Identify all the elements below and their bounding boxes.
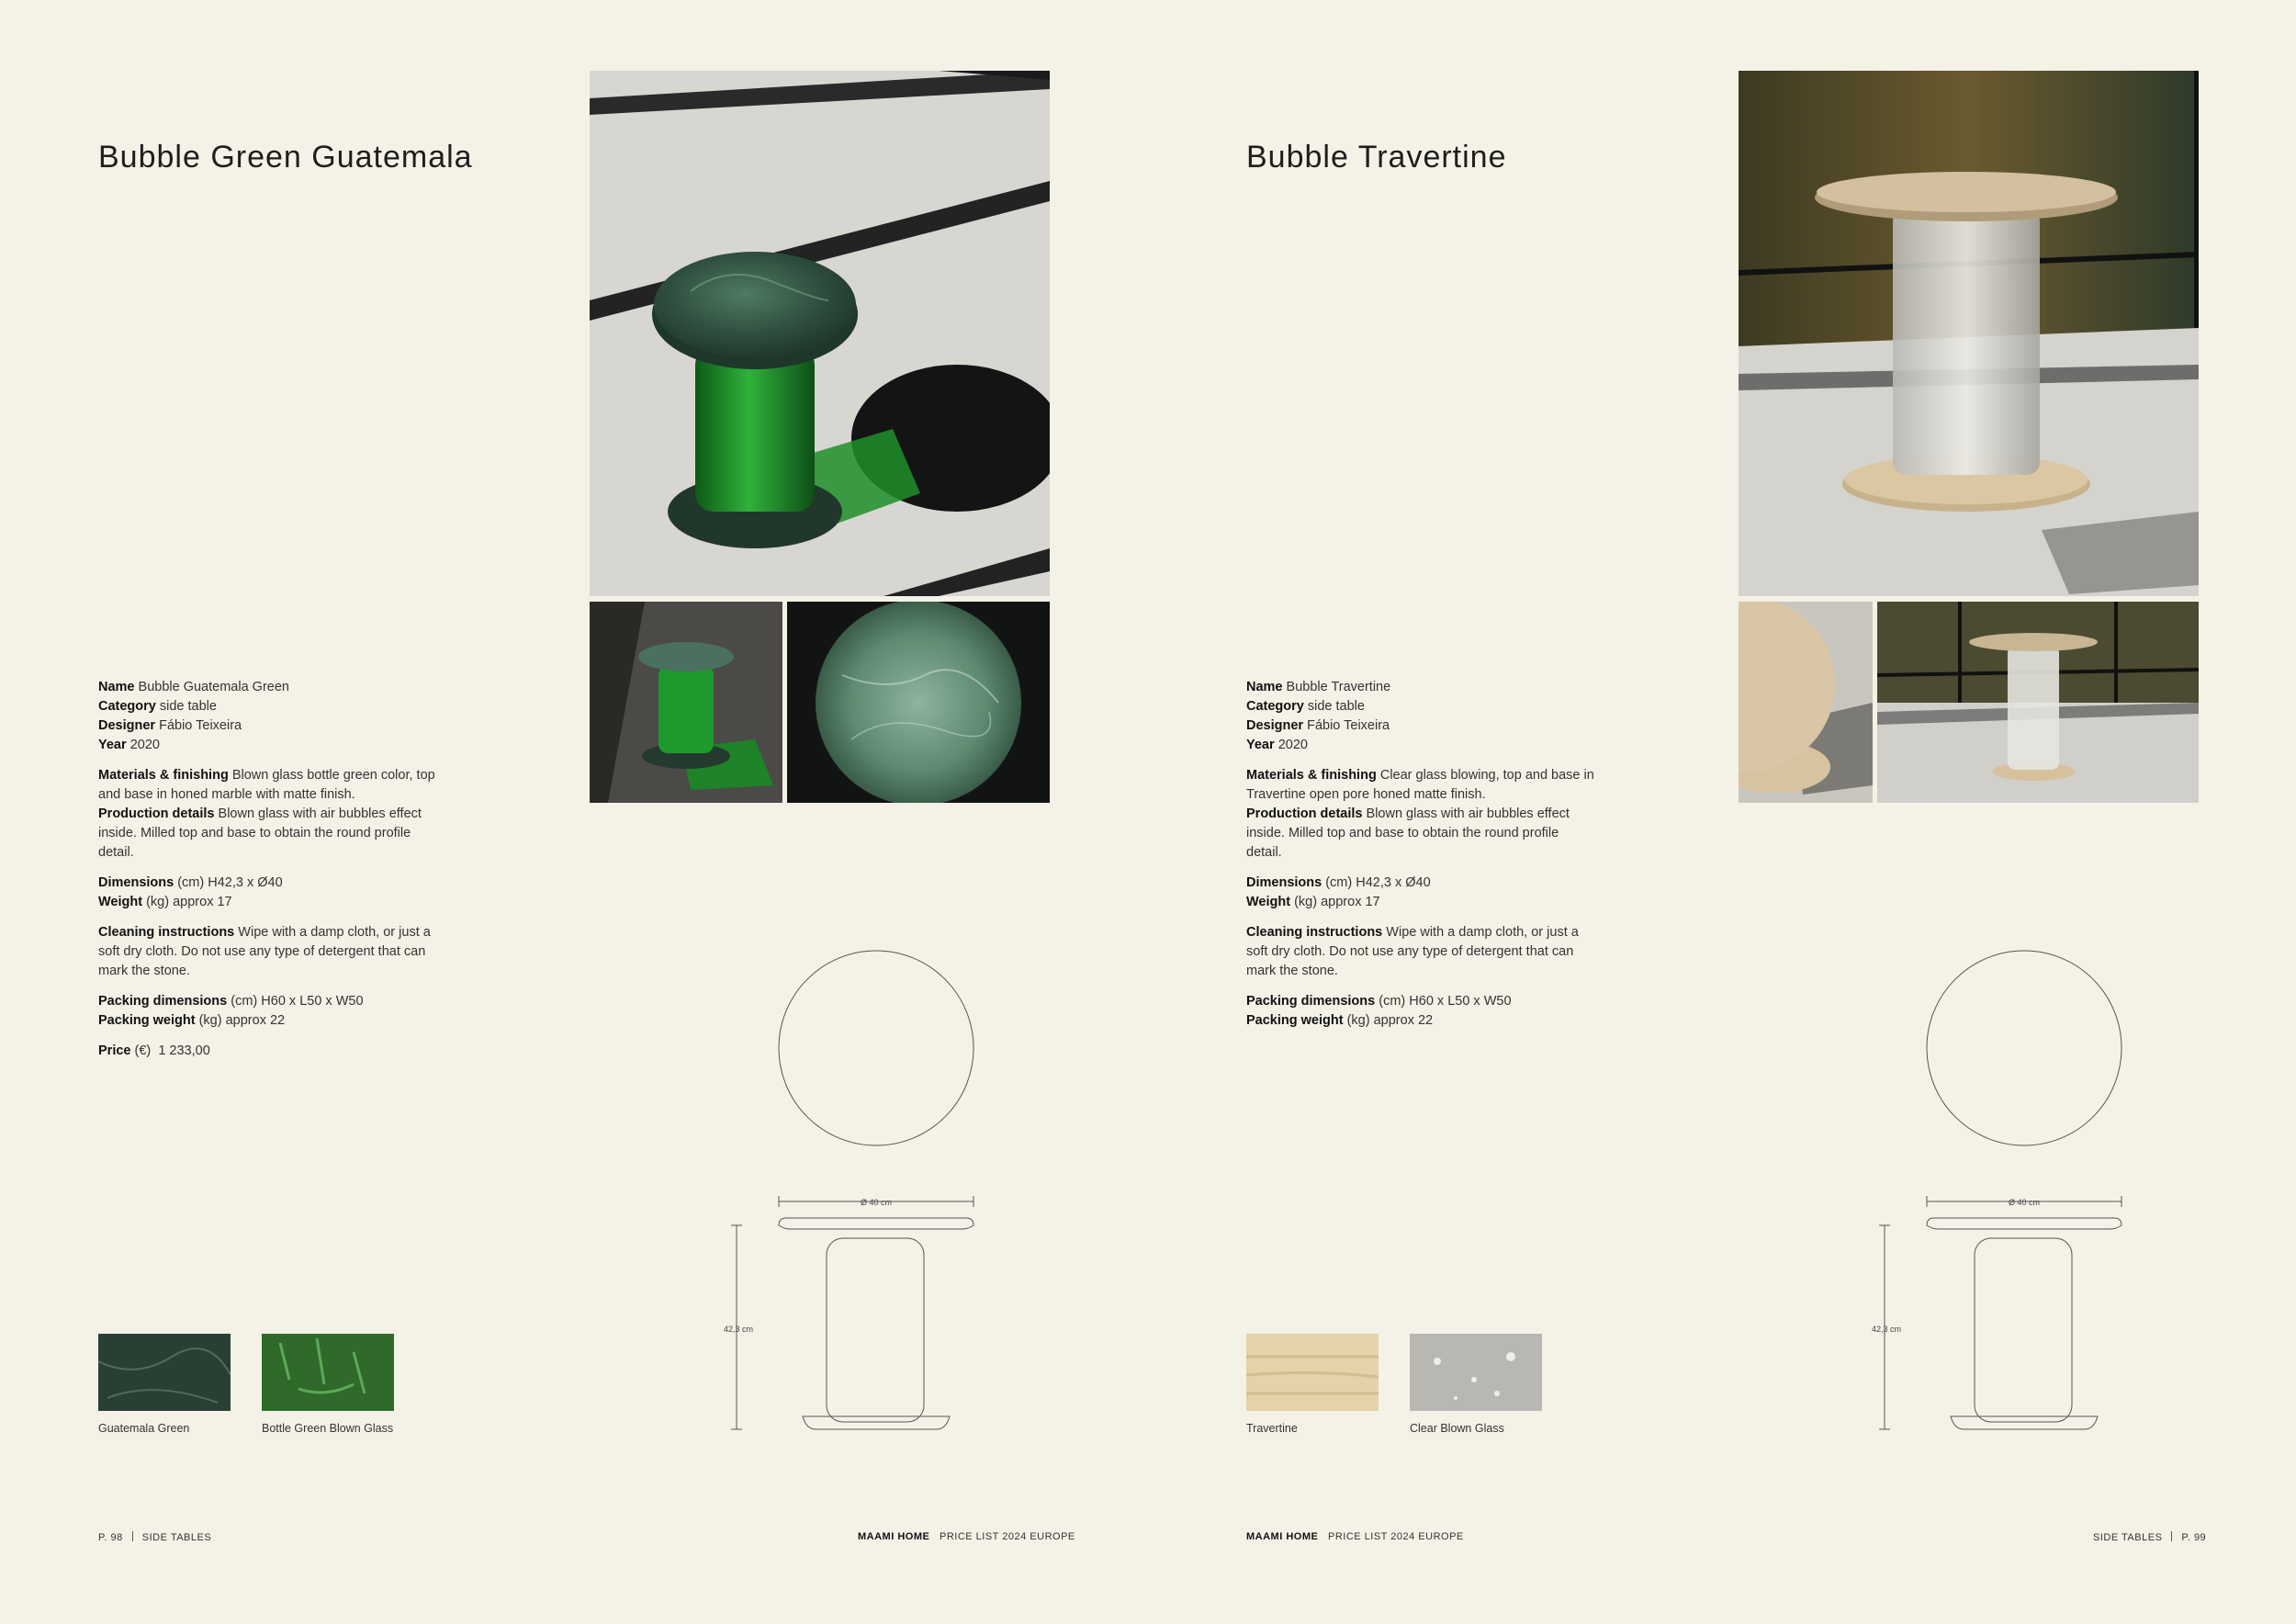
product-photo-main (590, 71, 1050, 596)
spec-name: Bubble Travertine (1286, 680, 1391, 694)
spec-year: 2020 (1277, 738, 1308, 752)
brand-name: MAAMI HOME (1246, 1531, 1319, 1542)
spec-cleaning: Wipe with a damp cloth, or just a soft dry cloth. Do not use any type of detergent that can mark the stone. (1246, 925, 1579, 978)
swatch-label: Clear Blown Glass (1410, 1422, 1504, 1435)
height-label: 42,3 cm (1871, 1325, 1902, 1334)
swatch-travertine (1246, 1334, 1379, 1411)
spec-category: side table (1307, 699, 1365, 714)
spec-dimensions: H42,3 x Ø40 (208, 875, 283, 890)
swatch-clear-blown-glass (1410, 1334, 1542, 1411)
spec-cleaning: Wipe with a damp cloth, or just a soft dry cloth. Do not use any type of detergent that can mark the stone. (98, 925, 431, 978)
height-label: 42,3 cm (723, 1325, 754, 1334)
brand-name: MAAMI HOME (858, 1531, 930, 1542)
swatch-bottle-green-glass (262, 1334, 394, 1411)
diameter-label: Ø 40 cm (860, 1198, 893, 1207)
spec-weight: approx 17 (1321, 895, 1380, 909)
spec-packing-dimensions: H60 x L50 x W50 (261, 994, 364, 1009)
product-photo-detail-2 (787, 602, 1050, 803)
page-number: P. 98 (98, 1532, 123, 1543)
diameter-label: Ø 40 cm (2008, 1198, 2041, 1207)
spec-name: Bubble Guatemala Green (138, 680, 289, 694)
product-photo-detail-1 (590, 602, 782, 803)
spec-production: Blown glass with air bubbles effect inside. Milled top and base to obtain the round profile detail. (1246, 806, 1570, 860)
technical-drawing (1855, 946, 2149, 1442)
footer-brand (1246, 1531, 1464, 1542)
spec-packing-dimensions: H60 x L50 x W50 (1409, 994, 1512, 1009)
spec-packing-weight: approx 22 (225, 1013, 286, 1028)
section-name: SIDE TABLES (141, 1532, 212, 1543)
footer-brand (858, 1531, 1075, 1542)
product-photo-detail-1 (1739, 602, 1873, 803)
footer-page-info (2093, 1531, 2206, 1543)
footer-page-info (98, 1531, 211, 1543)
spec-materials: Blown glass bottle green color, top and base in honed marble with matte finish. (98, 768, 435, 802)
spec-weight: approx 17 (173, 895, 232, 909)
product-title: Bubble Green Guatemala (98, 140, 473, 175)
spec-materials: Clear glass blowing, top and base in Travertine open pore honed matte finish. (1246, 768, 1594, 802)
spec-category: side table (159, 699, 217, 714)
swatch-guatemala-green (98, 1334, 231, 1411)
page-number: P. 99 (2181, 1532, 2207, 1543)
spec-packing-weight: approx 22 (1373, 1013, 1434, 1028)
spec-designer: Fábio Teixeira (1307, 718, 1390, 733)
technical-drawing (707, 946, 1001, 1442)
swatch-label: Bottle Green Blown Glass (262, 1422, 394, 1435)
product-photo-detail-2 (1877, 602, 2199, 803)
product-title: Bubble Travertine (1246, 140, 1507, 175)
swatch-label: Guatemala Green (98, 1422, 190, 1435)
spec-dimensions: H42,3 x Ø40 (1356, 875, 1431, 890)
product-specs: Name Bubble Travertine Category side table Designer Fábio Teixeira Year 2020 Materials & finishing Clear glass blowing, top and base in Travertine open pore honed matte finish. Production details Blown glass with air bubbles effect inside. Milled top and base to obtain the round profile detail. Dimensions (cm) H42,3 x Ø40 Weight (kg) approx 17 Cleaning instructions Wipe with a damp cloth, or just a soft dry cloth. Do not use any type of detergent that can mark the stone. Packing dimensions (cm) H60 x L50 x W50 Packing weight (kg) approx 22 (1246, 680, 1594, 1028)
spec-year: 2020 (129, 738, 160, 752)
product-photo-main (1739, 71, 2199, 596)
swatch-label: Travertine (1246, 1422, 1298, 1435)
product-specs: Name Bubble Guatemala Green Category side table Designer Fábio Teixeira Year 2020 Materials & finishing Blown glass bottle green color, top and base in honed marble with matte finish. Production details Blown glass with air bubbles effect inside. Milled top and base to obtain the round profile detail. Dimensions (cm) H42,3 x Ø40 Weight (kg) approx 17 Cleaning instructions Wipe with a damp cloth, or just a soft dry cloth. Do not use any type of detergent that can mark the stone. Packing dimensions (cm) H60 x L50 x W50 Packing weight (kg) approx 22 Price (€) 1 233,00 (98, 680, 435, 1058)
price-list-name: PRICE LIST 2024 EUROPE (1328, 1531, 1464, 1542)
spec-designer: Fábio Teixeira (159, 718, 242, 733)
spec-production: Blown glass with air bubbles effect inside. Milled top and base to obtain the round profile detail. (98, 806, 422, 860)
spec-price: 1 233,00 (158, 1043, 210, 1058)
section-name: SIDE TABLES (2093, 1532, 2163, 1543)
price-list-name: PRICE LIST 2024 EUROPE (940, 1531, 1075, 1542)
